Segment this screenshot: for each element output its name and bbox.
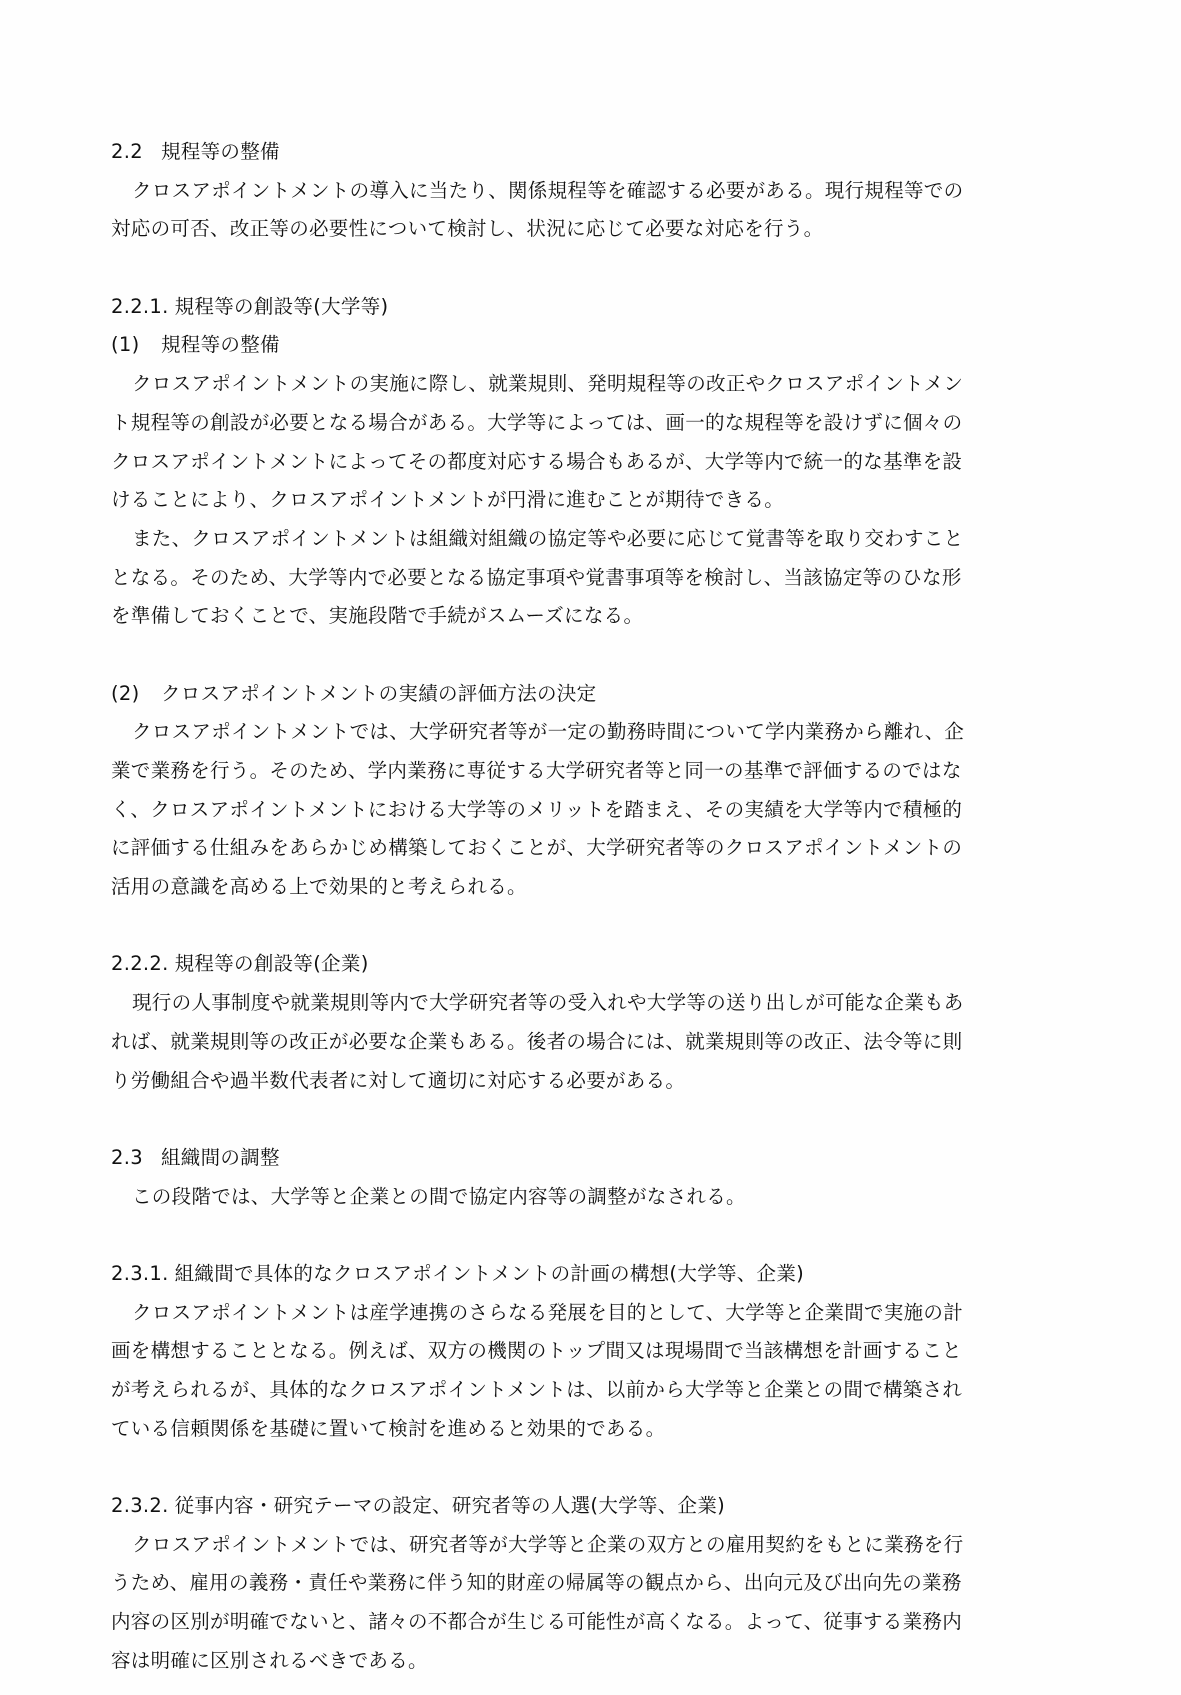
section-title: 規程等の創設等(大学等) (174, 294, 389, 318)
paragraph-line: けることにより、クロスアポイントメントが円滑に進むことが期待できる。 (111, 488, 785, 512)
paragraph-line: に評価する仕組みをあらかじめ構築しておくことが、大学研究者等のクロスアポイントメントの (111, 836, 963, 860)
subsection-title: クロスアポイントメントの実績の評価方法の決定 (161, 681, 597, 705)
section-heading-2-2-1 (111, 288, 991, 327)
paragraph-line: クロスアポイントメントによってその都度対応する場合もあるが、大学等内で統一的な基準を設 (111, 449, 963, 473)
paragraph-line: ている信頼関係を基礎に置いて検討を進めると効果的である。 (111, 1416, 666, 1440)
spacer (111, 1216, 991, 1255)
section-number: 2.3.2. (111, 1494, 169, 1518)
section-title: 組織間で具体的なクロスアポイントメントの計画の構想(大学等、企業) (174, 1261, 805, 1285)
paragraph-line: り労働組合や過半数代表者に対して適切に対応する必要がある。 (111, 1068, 686, 1092)
spacer (111, 249, 991, 288)
paragraph-line: うため、雇用の義務・責任や業務に伴う知的財産の帰属等の観点から、出向元及び出向先の業務 (111, 1571, 962, 1595)
paragraph-line: れば、就業規則等の改正が必要な企業もある。後者の場合には、就業規則等の改正、法令等に則 (111, 1029, 963, 1053)
paragraph-line: 業で業務を行う。そのため、学内業務に専従する大学研究者等と同一の基準で評価するのではな (111, 759, 962, 782)
document-page (111, 133, 991, 1681)
spacer (111, 1100, 991, 1139)
paragraph-line: となる。そのため、大学等内で必要となる協定事項や覚書事項等を検討し、当該協定等のひな形 (111, 565, 962, 589)
subsection-number: (1) (111, 333, 140, 357)
paragraph-line: 容は明確に区別されるべきである。 (111, 1648, 428, 1672)
section-title: 規程等の創設等(企業) (174, 952, 369, 976)
paragraph-line: クロスアポイントメントの実施に際し、就業規則、発明規程等の改正やクロスアポイントメン (132, 372, 964, 396)
spacer (111, 907, 991, 946)
spacer (111, 1448, 991, 1487)
section-title: 規程等の整備 (161, 140, 280, 163)
paragraph-line: を準備しておくことで、実施段階で手続がスムーズになる。 (111, 604, 644, 628)
paragraph-line: 活用の意識を高める上で効果的と考えられる。 (111, 875, 527, 899)
paragraph-line: クロスアポイントメントでは、研究者等が大学等と企業の双方との雇用契約をもとに業務を行 (132, 1532, 964, 1556)
spacer (111, 636, 991, 675)
section-number: 2.3 (111, 1145, 143, 1169)
paragraph-line: 対応の可否、改正等の必要性について検討し、状況に応じて必要な対応を行う。 (111, 217, 824, 241)
paragraph-line: が考えられるが、具体的なクロスアポイントメントは、以前から大学等と企業との間で構築され (111, 1378, 963, 1401)
section-number: 2.2.1. (111, 294, 169, 318)
subsection-heading-1 (111, 326, 991, 365)
paragraph-line: 内容の区別が明確でないと、諸々の不都合が生じる可能性が高くなる。よって、従事する業務内 (111, 1610, 963, 1634)
paragraph-line: この段階では、大学等と企業との間で協定内容等の調整がなされる。 (132, 1184, 746, 1208)
section-number: 2.2 (111, 140, 143, 163)
paragraph-line: クロスアポイントメントでは、大学研究者等が一定の勤務時間について学内業務から離れ、企 (132, 720, 965, 744)
paragraph-line: く、クロスアポイントメントにおける大学等のメリットを踏まえ、その実績を大学等内で積極的 (111, 797, 963, 821)
section-number: 2.3.1. (111, 1261, 169, 1285)
section-heading-2-2-2 (111, 945, 991, 984)
section-heading-2-2 (111, 133, 991, 172)
subsection-number: (2) (111, 681, 140, 705)
paragraph-line: クロスアポイントメントは産学連携のさらなる発展を目的として、大学等と企業間で実施の計 (132, 1300, 964, 1324)
section-heading-2-3-1 (111, 1255, 991, 1294)
paragraph-line: クロスアポイントメントの導入に当たり、関係規程等を確認する必要がある。現行規程等での (132, 178, 964, 202)
section-title: 組織間の調整 (161, 1145, 280, 1169)
section-number: 2.2.2. (111, 952, 169, 976)
section-title: 従事内容・研究テーマの設定、研究者等の人選(大学等、企業) (174, 1494, 726, 1518)
section-heading-2-3-2 (111, 1487, 991, 1526)
subsection-heading-2 (111, 675, 991, 714)
paragraph-line: また、クロスアポイントメントは組織対組織の協定等や必要に応じて覚書等を取り交わすこと (132, 526, 964, 550)
subsection-title: 規程等の整備 (161, 333, 280, 357)
section-heading-2-3 (111, 1139, 991, 1178)
paragraph-line: ト規程等の創設が必要となる場合がある。大学等によっては、画一的な規程等を設けずに個々の (111, 410, 963, 434)
paragraph-line: 画を構想することとなる。例えば、双方の機関のトップ間又は現場間で当該構想を計画すること (111, 1339, 962, 1363)
paragraph-line: 現行の人事制度や就業規則等内で大学研究者等の受入れや大学等の送り出しが可能な企業もあ (132, 991, 964, 1015)
